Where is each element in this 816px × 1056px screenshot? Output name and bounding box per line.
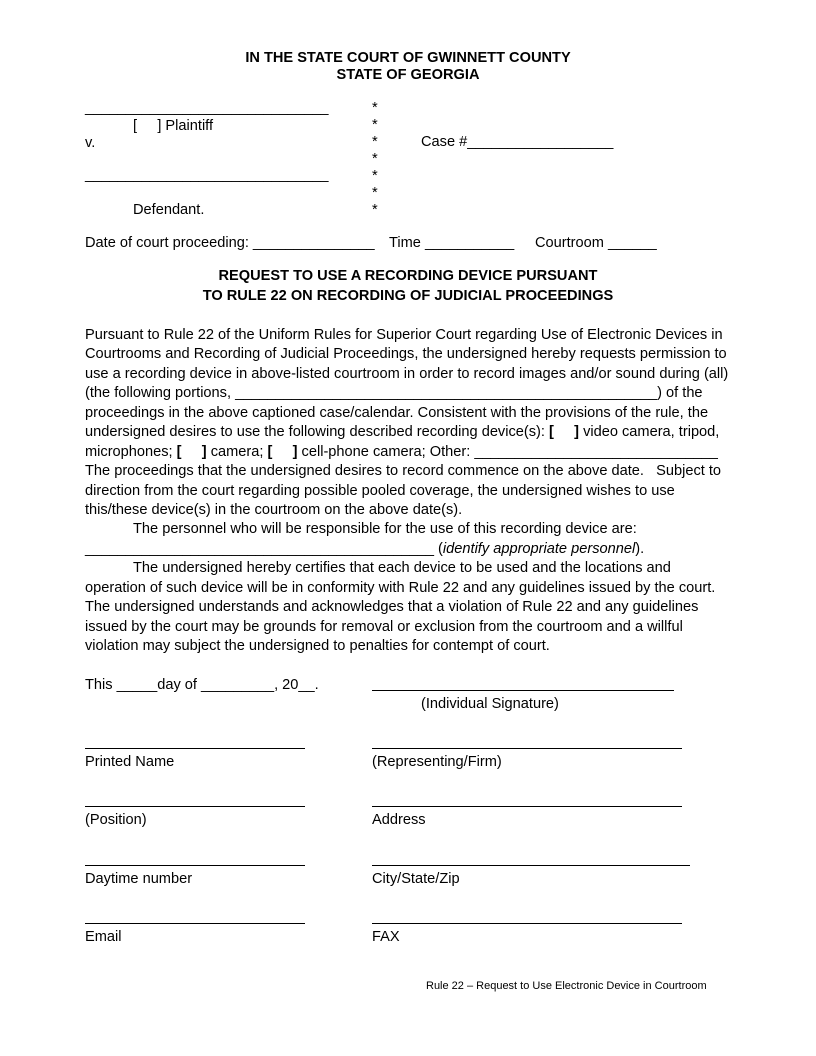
email-label: Email [85, 929, 122, 945]
caption-star: * [372, 117, 378, 133]
caption-star: * [372, 168, 378, 184]
body-line: operation of such device will be in conformity with Rule 22 and any guidelines issued by the court. [85, 580, 716, 596]
body-line: proceedings in the above captioned case/calendar. Consistent with the provisions of the rule, the [85, 405, 709, 421]
body-line: issued by the court may be grounds for removal or exclusion from the courtroom and a willful [85, 619, 683, 635]
city-state-zip-line[interactable] [372, 865, 690, 866]
form-title-line2: TO RULE 22 ON RECORDING OF JUDICIAL PROCEEDINGS [202, 288, 614, 304]
other-device-field[interactable]: cell-phone camera; Other: ______________________________ [297, 444, 718, 460]
body-line: The undersigned understands and acknowledges that a violation of Rule 22 and any guidelines [85, 599, 699, 615]
body-line: Courtrooms and Recording of Judicial Proceedings, the undersigned hereby requests permission to [85, 346, 727, 362]
camera-checkbox[interactable]: [ ] [176, 444, 207, 460]
body-line: The personnel who will be responsible for the use of this recording device are: [133, 521, 637, 537]
personnel-hint: identify appropriate personnel [442, 541, 636, 557]
representing-line[interactable] [372, 748, 682, 749]
body-line: use a recording device in above-listed courtroom in order to record images and/or sound during (all) [85, 366, 729, 382]
personnel-line[interactable] [85, 540, 644, 560]
daytime-number-label: Daytime number [85, 871, 193, 887]
defendant-blank[interactable]: ______________________________ [85, 167, 329, 183]
city-state-zip-label: City/State/Zip [372, 871, 460, 887]
plaintiff-blank[interactable]: ______________________________ [85, 100, 329, 116]
daytime-number-line[interactable] [85, 865, 305, 866]
plaintiff-label: [ ] Plaintiff [133, 118, 214, 134]
caption-star: * [372, 134, 378, 150]
case-number-field[interactable]: Case #__________________ [421, 134, 614, 150]
court-name: IN THE STATE COURT OF GWINNETT COUNTY [245, 50, 571, 66]
address-label: Address [372, 812, 426, 828]
body-line: violation may subject the undersigned to penalties for contempt of court. [85, 638, 550, 654]
body-text: undersigned desires to use the following described recording device(s): [85, 424, 550, 440]
position-line[interactable] [85, 806, 305, 807]
date-signed-field[interactable]: This _____day of _________, 20__. [85, 677, 319, 693]
defendant-label: Defendant. [133, 202, 205, 218]
personnel-field[interactable]: ___________________________________________ ( [85, 541, 443, 557]
caption-star: * [372, 185, 378, 201]
versus-label: v. [85, 135, 96, 151]
body-line: Pursuant to Rule 22 of the Uniform Rules for Superior Court regarding Use of Electronic Devices in [85, 327, 723, 343]
state-name: STATE OF GEORGIA [336, 67, 480, 83]
representing-label: (Representing/Firm) [372, 754, 502, 770]
email-line[interactable] [85, 923, 305, 924]
address-line[interactable] [372, 806, 682, 807]
portions-field[interactable]: (the following portions, ____________________________________________________) of the [85, 385, 703, 401]
printed-name-line[interactable] [85, 748, 305, 749]
body-line: this/these device(s) in the courtroom on the above date(s). [85, 502, 463, 518]
fax-label: FAX [372, 929, 400, 945]
device-line [85, 423, 719, 443]
body-text: camera; [206, 444, 268, 460]
proceeding-time-field[interactable]: Time ___________ [389, 235, 515, 251]
individual-signature-label: (Individual Signature) [421, 696, 559, 712]
cell-phone-checkbox[interactable]: [ ] [267, 444, 298, 460]
body-line: The undersigned hereby certifies that each device to be used and the locations and [133, 560, 671, 576]
body-text: microphones; [85, 444, 177, 460]
caption-star: * [372, 202, 378, 218]
proceeding-date-field[interactable]: Date of court proceeding: _______________ [85, 235, 375, 251]
body-line: The proceedings that the undersigned desires to record commence on the above date. Subject to [85, 463, 722, 479]
page-footer: Rule 22 – Request to Use Electronic Device in Courtroom [426, 980, 707, 992]
position-label: (Position) [85, 812, 147, 828]
individual-signature-line[interactable] [372, 690, 674, 691]
form-title-line1: REQUEST TO USE A RECORDING DEVICE PURSUANT [218, 268, 598, 284]
body-text: video camera, tripod, [579, 424, 720, 440]
body-line: direction from the court regarding possible pooled coverage, the undersigned wishes to use [85, 483, 675, 499]
caption-star: * [372, 100, 378, 116]
courtroom-field[interactable]: Courtroom ______ [535, 235, 657, 251]
caption-star: * [372, 151, 378, 167]
fax-line[interactable] [372, 923, 682, 924]
device-line [85, 443, 718, 463]
printed-name-label: Printed Name [85, 754, 175, 770]
video-camera-checkbox[interactable]: [ ] [549, 424, 580, 440]
body-text: ). [635, 541, 645, 557]
